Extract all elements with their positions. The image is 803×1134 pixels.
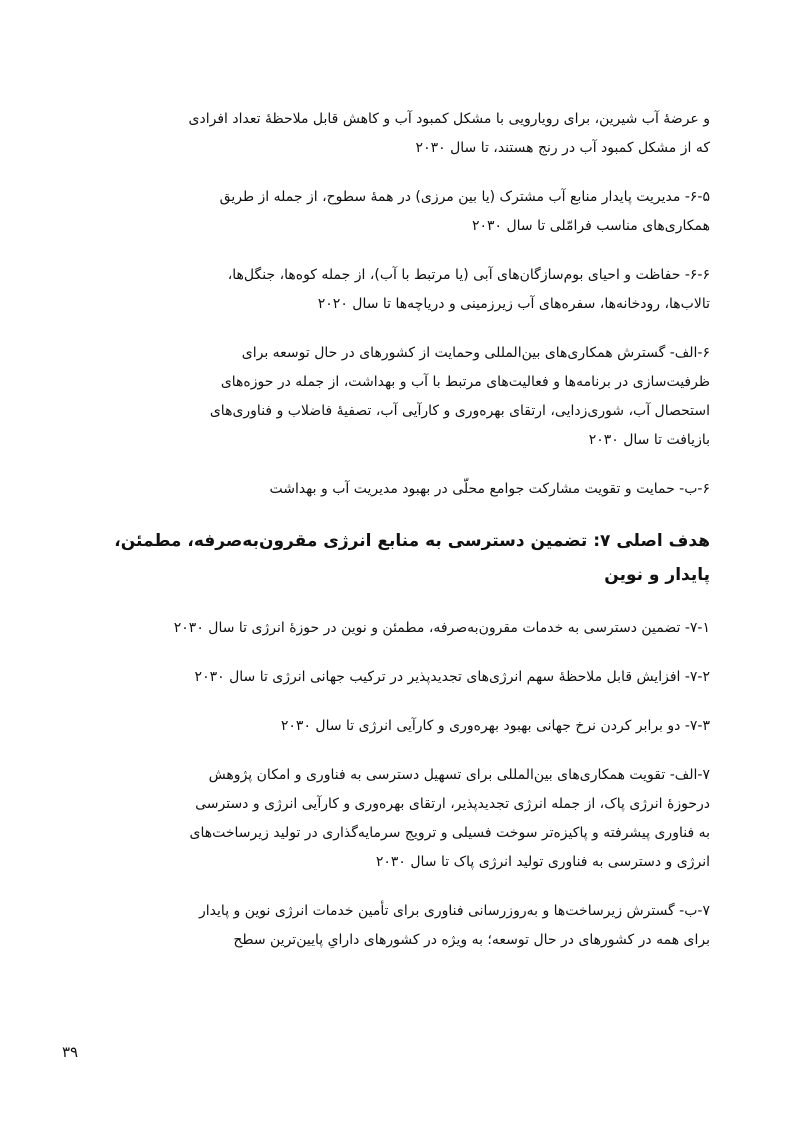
- paragraph-target-6-6: [95, 261, 710, 319]
- text-line: همکاری‌های مناسب فرامّلی تا سال ۲۰۳۰: [471, 218, 710, 234]
- paragraph-target-6-5: [95, 183, 710, 241]
- text-line: که از مشکل کمبود آب در رنج هستند، تا سال ۲۰۳۰: [415, 140, 710, 156]
- text-line: انرژی و دسترسی به فناوری تولید انرژی پاک تا سال ۲۰۳۰: [375, 854, 710, 870]
- text-line: ۷-۱- تضمین دسترسی به خدمات مقرون‌به‌صرفه، مطمئن و نوین در حوزهٔ انرژی تا سال ۲۰۳۰: [173, 620, 710, 636]
- paragraph-target-7-1: [95, 614, 710, 643]
- heading-line: هدف اصلی ۷: تضمین دسترسی به منابع انرژی مقرون‌به‌صرفه، مطمئن،: [114, 531, 710, 551]
- paragraph-target-6-b: [95, 475, 710, 504]
- text-line: ظرفیت‌سازی در برنامه‌ها و فعالیت‌های مرتبط با آب و بهداشت، از جمله در حوزه‌های: [220, 374, 710, 390]
- page-body: [95, 105, 710, 975]
- text-line: ۷-الف- تقویت همکاری‌های بین‌المللی برای تسهیل دسترسی به فناوری و امکان پژوهش: [208, 767, 710, 783]
- text-line: ۷-۳- دو برابر کردن نرخ جهانی بهبود بهره‌وری و کارآیی انرژی تا سال ۲۰۳۰: [280, 718, 710, 734]
- paragraph-target-7-3: [95, 712, 710, 741]
- text-line: برای همه در کشورهای در حال توسعه؛ به ویژه در کشورهای دارایِ پایین‌ترین سطح: [233, 932, 710, 948]
- text-line: ۷-۲- افزایش قابل ملاحظهٔ سهم انرژی‌های تجدیدپذیر در ترکیب جهانی انرژی تا سال ۲۰۳۰: [194, 669, 710, 685]
- heading-line: پایدار و نوین: [604, 565, 710, 585]
- text-line: ۶-الف- گسترش همکاری‌های بین‌المللی وحمایت از کشورهای در حال توسعه برای: [241, 345, 710, 361]
- paragraph-target-7-2: [95, 663, 710, 692]
- text-line: ۷-ب- گسترش زیرساخت‌ها و به‌روزرسانی فناوری برای تأمین خدمات انرژی نوین و پایدار: [199, 903, 710, 919]
- text-line: تالاب‌ها، رودخانه‌ها، سفره‌های آب زیرزمینی و دریاچه‌ها تا سال ۲۰۲۰: [317, 296, 710, 312]
- paragraph-target-7-a: [95, 761, 710, 877]
- text-line: استحصال آب، شوری‌زدایی، ارتقای بهره‌وری و کارآیی آب، تصفیهٔ فاضلاب و فناوری‌های: [209, 403, 710, 419]
- text-line: و عرضهٔ آب شیرین، برای رویارویی با مشکل کمبود آب و کاهش قابل ملاحظهٔ تعداد افرادی: [188, 111, 710, 127]
- paragraph-target-7-b: [95, 897, 710, 955]
- text-line: ۶-ب- حمایت و تقویت مشارکت جوامع محلّی در بهبود مدیریت آب و بهداشت: [269, 481, 710, 497]
- page-number: ۳۹: [62, 1043, 79, 1061]
- text-line: ۶-۶- حفاظت و احیای بوم‌سازگان‌های آبی (یا مرتبط با آب)، از جمله کوه‌ها، جنگل‌ها،: [227, 267, 710, 283]
- goal-7-heading: [95, 524, 710, 592]
- text-line: به فناوری پیشرفته و پاکیزه‌تر سوخت فسیلی و ترویج سرمایه‌گذاری در تولید زیرساخت‌های: [189, 825, 710, 841]
- paragraph-water-supply: [95, 105, 710, 163]
- text-line: بازیافت تا سال ۲۰۳۰: [588, 432, 710, 448]
- paragraph-target-6-a: [95, 339, 710, 455]
- text-line: درحوزهٔ انرژی پاک، از جمله انرژی تجدیدپذیر، ارتقای بهره‌وری و کارآیی انرژی و دسترسی: [195, 796, 710, 812]
- text-line: ۶-۵- مدیریت پایدار منابع آب مشترک (یا بین مرزی) در همهٔ سطوح، از جمله از طریق: [219, 189, 710, 205]
